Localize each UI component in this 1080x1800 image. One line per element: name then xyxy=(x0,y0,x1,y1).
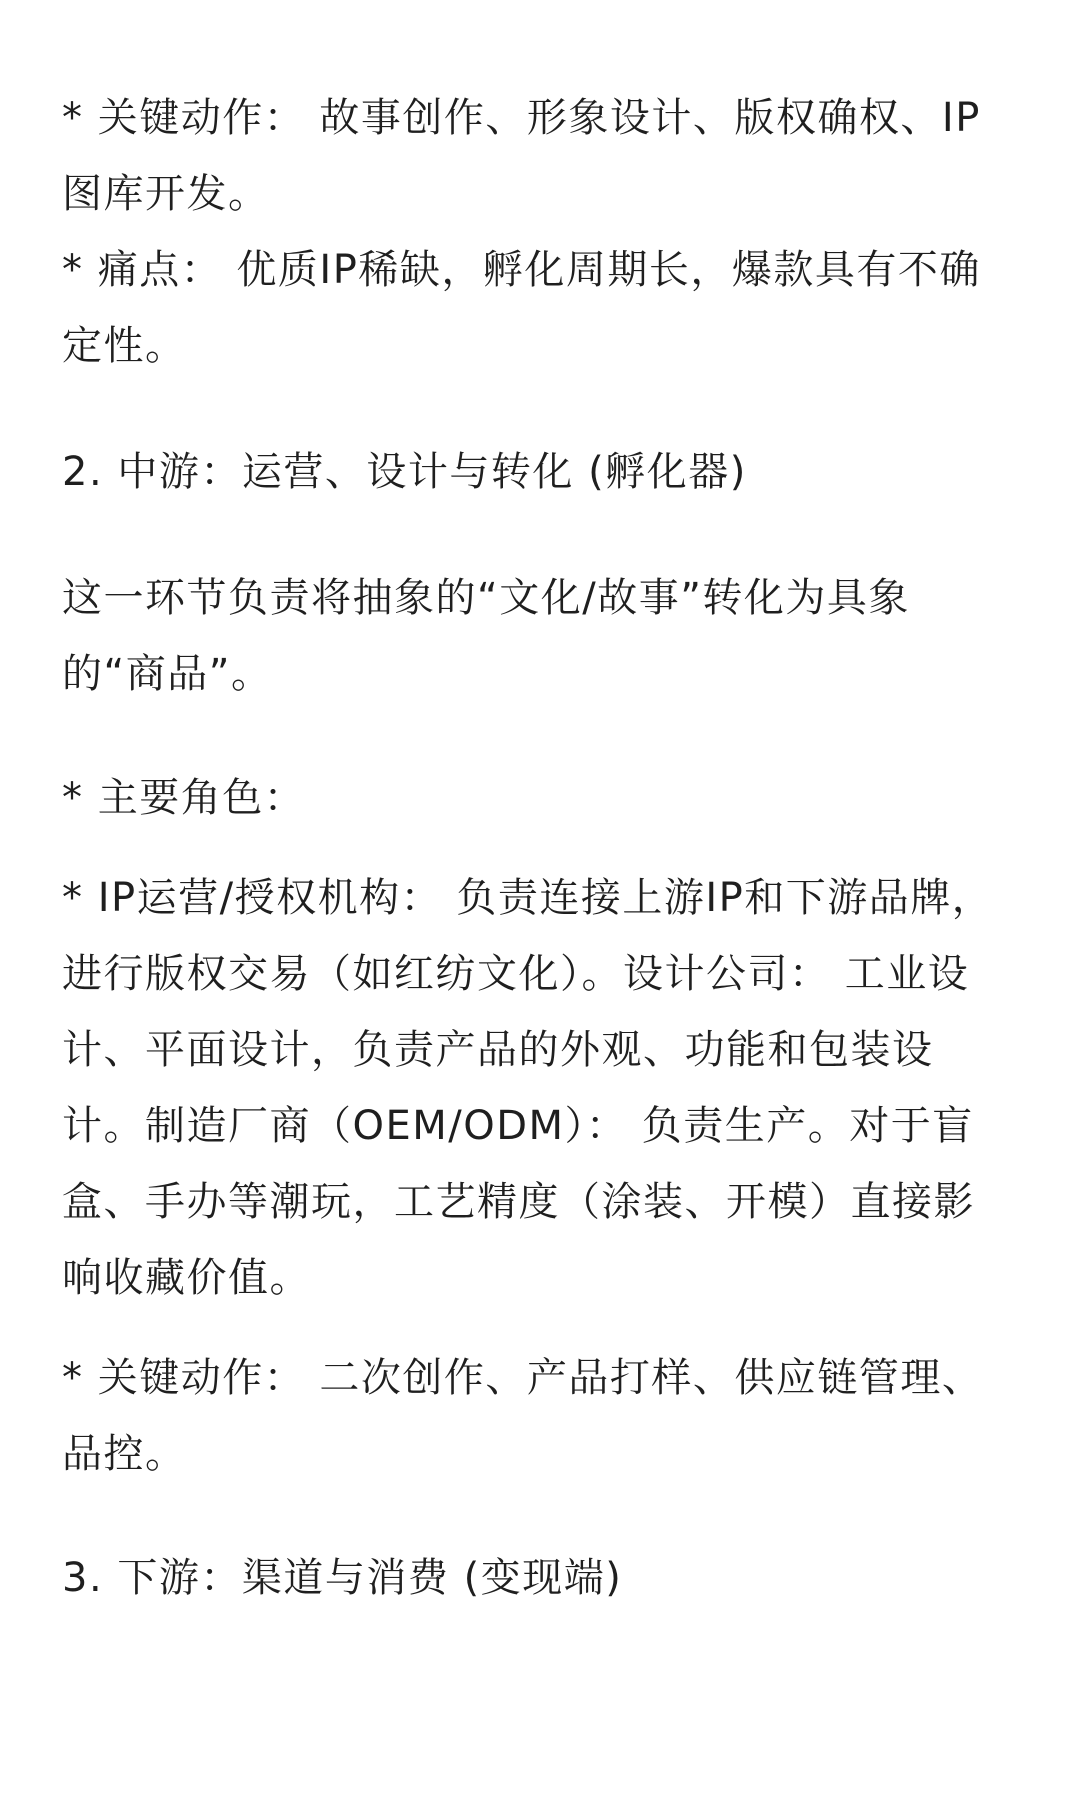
text-line: 图库开发。 xyxy=(62,171,270,217)
midstream-main-roles xyxy=(62,760,1028,836)
text-line: 计、平面设计，负责产品的外观、功能和包装设 xyxy=(62,1027,934,1073)
text-line: 的“商品”。 xyxy=(62,651,273,697)
text-line: 品控。 xyxy=(62,1431,187,1477)
text-line: 这一环节负责将抽象的“文化/故事”转化为具象 xyxy=(62,575,910,621)
section-2-heading xyxy=(62,434,1028,510)
upstream-pain-points xyxy=(62,232,1028,384)
midstream-intro xyxy=(62,560,1028,712)
text-line: 计。制造厂商（OEM/ODM）： 负责生产。对于盲 xyxy=(62,1103,974,1149)
text-line: * 痛点： 优质IP稀缺，孵化周期长，爆款具有不确 xyxy=(62,247,981,293)
upstream-key-actions xyxy=(62,80,1028,232)
midstream-key-actions xyxy=(62,1340,1028,1492)
text-line: * 主要角色： xyxy=(62,775,306,821)
text-line: * IP运营/授权机构： 负责连接上游IP和下游品牌， xyxy=(62,875,994,921)
text-line: 进行版权交易（如红纺文化）。设计公司： 工业设 xyxy=(62,951,970,997)
text-line: 2. 中游：运营、设计与转化 (孵化器) xyxy=(62,449,747,495)
text-line: 定性。 xyxy=(62,323,187,369)
text-line: 响收藏价值。 xyxy=(62,1255,311,1301)
midstream-roles-detail xyxy=(62,860,1028,1316)
section-3-heading xyxy=(62,1540,1028,1616)
text-line: * 关键动作： 二次创作、产品打样、供应链管理、 xyxy=(62,1355,984,1401)
text-line: 盒、手办等潮玩，工艺精度（涂装、开模）直接影 xyxy=(62,1179,975,1225)
text-line: 3. 下游：渠道与消费 (变现端) xyxy=(62,1555,623,1601)
text-line: * 关键动作： 故事创作、形象设计、版权确权、IP xyxy=(62,95,981,141)
